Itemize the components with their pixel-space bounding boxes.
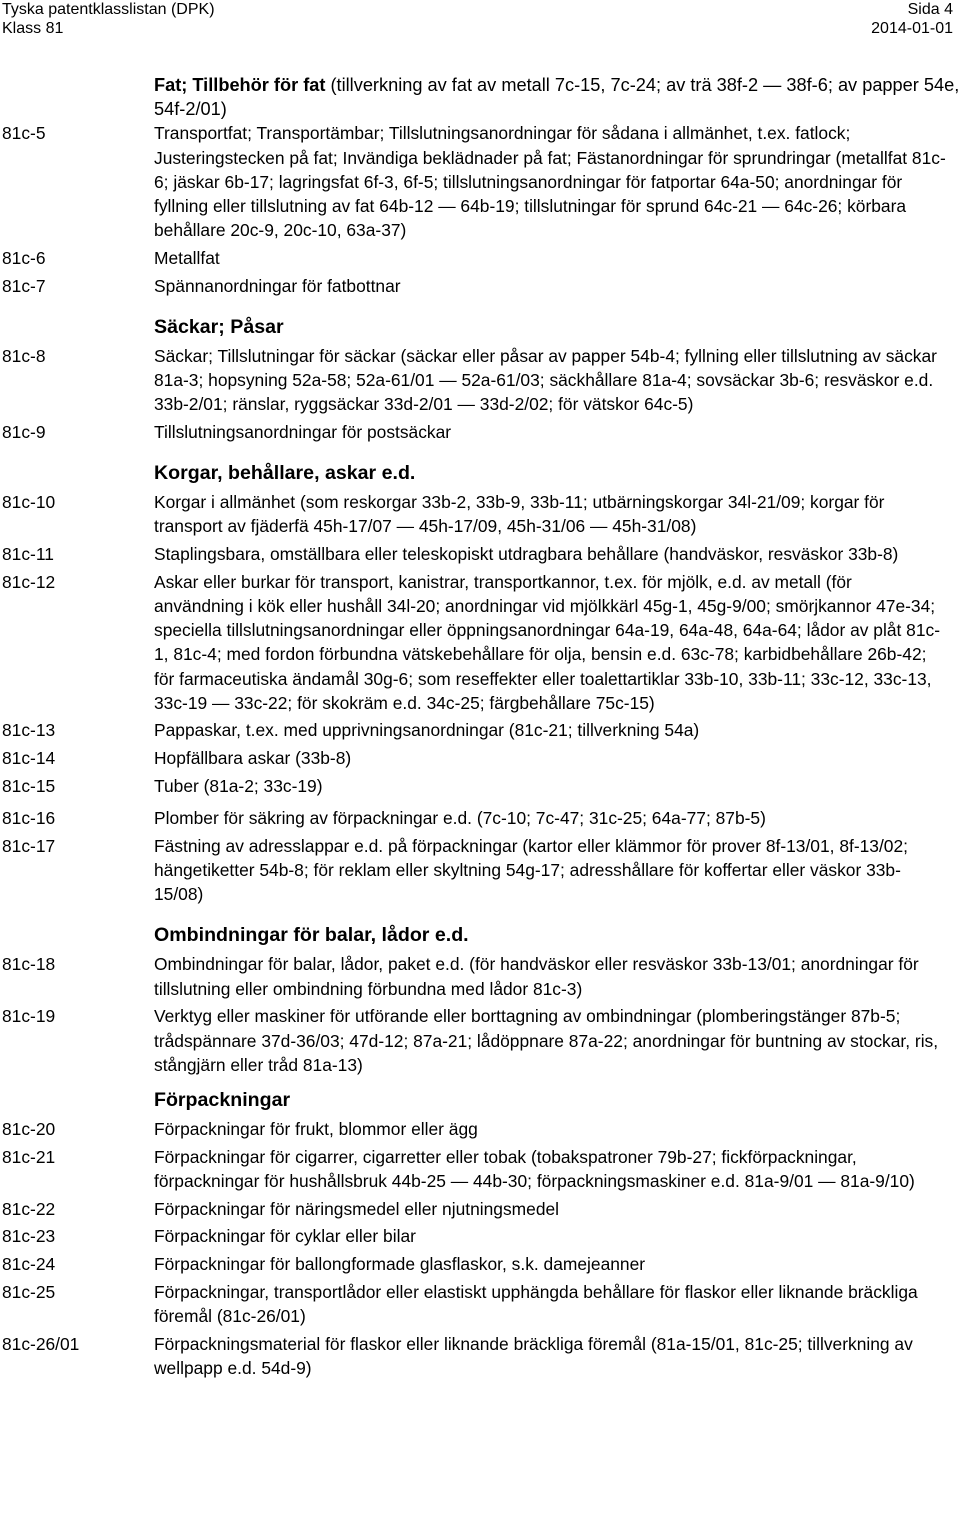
section-heading (154, 73, 960, 121)
class-description: Hopfällbara askar (33b-8) (154, 748, 352, 769)
document-title: Tyska patentklasslistan (DPK) (2, 1, 215, 18)
class-entry (0, 1117, 960, 1141)
class-code: 81c-13 (2, 720, 56, 741)
class-description: Plomber för säkring av förpackningar e.d. (7c-10; 7c-47; 31c-25; 64a-77; 87b-5) (154, 808, 766, 829)
class-entry (0, 1224, 960, 1248)
class-label: Klass 81 (2, 20, 64, 37)
document-date: 2014-01-01 (871, 20, 953, 37)
section-fat (0, 73, 960, 298)
class-description: Förpackningar för cyklar eller bilar (154, 1226, 416, 1247)
class-code: 81c-25 (2, 1281, 56, 1302)
class-code: 81c-22 (2, 1198, 56, 1219)
class-code: 81c-11 (2, 544, 54, 565)
class-entry (0, 121, 960, 242)
section-heading-bold: Fat; Tillbehör för fat (154, 75, 326, 95)
section-heading: Ombindningar för balar, lådor e.d. (154, 924, 469, 947)
class-code: 81c-6 (2, 247, 46, 268)
class-entry (0, 718, 960, 742)
class-entry (0, 1332, 960, 1380)
class-description: Förpackningar för näringsmedel eller njutningsmedel (154, 1198, 560, 1219)
class-entry (0, 774, 960, 798)
section-heading: Förpackningar (154, 1088, 291, 1111)
class-entry (0, 542, 960, 566)
class-code: 81c-19 (2, 1006, 56, 1027)
class-description: Förpackningar för frukt, blommor eller ägg (154, 1118, 478, 1139)
class-entry (0, 952, 960, 1000)
class-code: 81c-20 (2, 1118, 56, 1139)
class-description: Tillslutningsanordningar för postsäckar (154, 421, 452, 442)
section-forpackningar (0, 1089, 960, 1380)
class-description: Tuber (81a-2; 33c-19) (154, 775, 323, 796)
page-number: Sida 4 (907, 1, 953, 18)
class-entry (0, 1197, 960, 1221)
class-entry (0, 746, 960, 770)
class-description: Pappaskar, t.ex. med upprivningsanordningar (81c-21; tillverkning 54a) (154, 720, 700, 741)
class-entry (0, 1004, 960, 1077)
class-code: 81c-14 (2, 748, 56, 769)
class-code: 81c-17 (2, 835, 56, 856)
class-description: Ombindningar för balar, lådor, paket e.d. (för handväskor eller resväskor 33b-13/01; anordningar för tillslutning eller ombindning förbundna med lådor 81c-3) (154, 954, 919, 999)
class-code: 81c-24 (2, 1253, 56, 1274)
class-description: Förpackningar för cigarrer, cigarretter eller tobak (tobakspatroner 79b-27; fickförpackningar, förpackningar för hushållsbruk 44b-25 — 44b-30; förpackningsmaskiner e.d. 81a-9/01 — 81a-9/10) (154, 1146, 915, 1191)
class-description: Staplingsbara, omställbara eller teleskopiskt utdragbara behållare (handväskor, resväskor 33b-8) (154, 544, 899, 565)
class-code: 81c-16 (2, 808, 56, 829)
class-entry (0, 1252, 960, 1276)
class-code: 81c-8 (2, 345, 46, 366)
class-code: 81c-12 (2, 571, 56, 592)
section-sackar (0, 316, 960, 444)
class-description: Metallfat (154, 247, 220, 268)
class-code: 81c-9 (2, 421, 46, 442)
class-entry (0, 1280, 960, 1328)
class-description: Förpackningar, transportlådor eller elastiskt upphängda behållare för flaskor eller liknande bräckliga föremål (81c-26/01) (154, 1281, 918, 1326)
section-heading-note: (tillverkning av fat av metall 7c-15, 7c-24; av trä 38f-2 — 38f-6; av papper 54e, 54f-2/01) (154, 75, 960, 120)
class-entry (0, 490, 960, 538)
class-code: 81c-7 (2, 275, 46, 296)
class-entry (0, 344, 960, 417)
class-entry (0, 420, 960, 444)
class-code: 81c-21 (2, 1146, 56, 1167)
class-description: Förpackningsmaterial för flaskor eller liknande bräckliga föremål (81a-15/01, 81c-25; tillverkning av wellpapp e.d. 54d-9) (154, 1333, 913, 1378)
class-description: Spännanordningar för fatbottnar (154, 275, 401, 296)
class-code: 81c-10 (2, 492, 56, 513)
class-description: Korgar i allmänhet (som reskorgar 33b-2, 33b-9, 33b-11; utbärningskorgar 34l-21/09; korgar för transport av fjäderfä 45h-17/07 — 45h-17/09, 45h-31/06 — 45h-31/08) (154, 492, 885, 537)
class-code: 81c-26/01 (2, 1333, 80, 1354)
class-description: Fästning av adresslappar e.d. på förpackningar (kartor eller klämmor för prover 8f-13/01, 8f-13/02; hängetiketter 54b-8; för reklam eller skyltning 54g-17; adresshållare för koffertar eller väskor 33b-15/08) (154, 835, 908, 905)
class-description: Verktyg eller maskiner för utförande eller borttagning av ombindningar (plomberingstänger 87b-5; trådspännare 37d-36/03; 47d-12; 87a-21; lådöppnare 87a-22; anordningar för buntning av stockar, ris, stångjärn eller tråd 81a-13) (154, 1006, 939, 1075)
page-header (0, 0, 960, 44)
class-entry (0, 246, 960, 270)
section-heading: Korgar, behållare, askar e.d. (154, 462, 416, 485)
class-description: Säckar; Tillslutningar för säckar (säckar eller påsar av papper 54b-4; fyllning eller tillslutning av säckar 81a-3; hopsyning 52a-58; 52a-61/01 — 52a-61/03; säckhållare 81a-4; sovsäckar 3b-6; resväskor e.d. 33b-2/01; ränslar, ryggsäckar 33d-2/01 — 33d-2/02; för vätskor 64c-5) (154, 345, 937, 415)
class-description: Förpackningar för ballongformade glasflaskor, s.k. damejeanner (154, 1253, 646, 1274)
section-heading: Säckar; Påsar (154, 315, 284, 338)
class-entry (0, 274, 960, 298)
class-code: 81c-15 (2, 775, 56, 796)
class-entry (0, 806, 960, 830)
section-ombindningar (0, 924, 960, 1077)
class-code: 81c-18 (2, 954, 56, 975)
class-listing (0, 67, 960, 1383)
class-code: 81c-5 (2, 123, 46, 144)
class-entry (0, 570, 960, 715)
section-korgar (0, 462, 960, 906)
class-code: 81c-23 (2, 1226, 56, 1247)
class-description: Transportfat; Transportämbar; Tillslutningsanordningar för sådana i allmänhet, t.ex. fatlock; Justeringstecken på fat; Invändiga beklädnader på fat; Fästanordningar för sprundringar (metallfat 81c-6; jäskar 6b-17; lagringsfat 6f-3, 6f-5; tillslutningsanordningar för fatportar 64a-50; anordningar för fyllning eller tillslutning av fat 64b-12 — 64b-19; tillslutningar för sprund 64c-21 — 64c-26; körbara behållare 20c-9, 20c-10, 63a-37) (154, 123, 946, 241)
class-entry (0, 834, 960, 907)
class-description: Askar eller burkar för transport, kanistrar, transportkannor, t.ex. för mjölk, e.d. av metall (för användning i kök eller hushåll 34l-20; anordningar vid mjölkkärl 45g-1, 45g-9/00; smörjkannor 47e-34; speciella tillslutningsanordningar eller öppningsanordningar 64a-19, 64a-48, 64a-64; lådor av plåt 81c-1, 81c-4; med fordon förbundna vätskebehållare för olja, bensin e.d. 63c-78; karbidbehållare 26b-42; för farmaceutiska ändamål 30g-6; som reseffekter eller toalettartiklar 33b-10, 33b-11; 33c-12, 33c-13, 33c-19 — 33c-22; för skokräm e.d. 34c-25; färgbehållare 75c-15) (154, 571, 940, 713)
class-entry (0, 1145, 960, 1193)
